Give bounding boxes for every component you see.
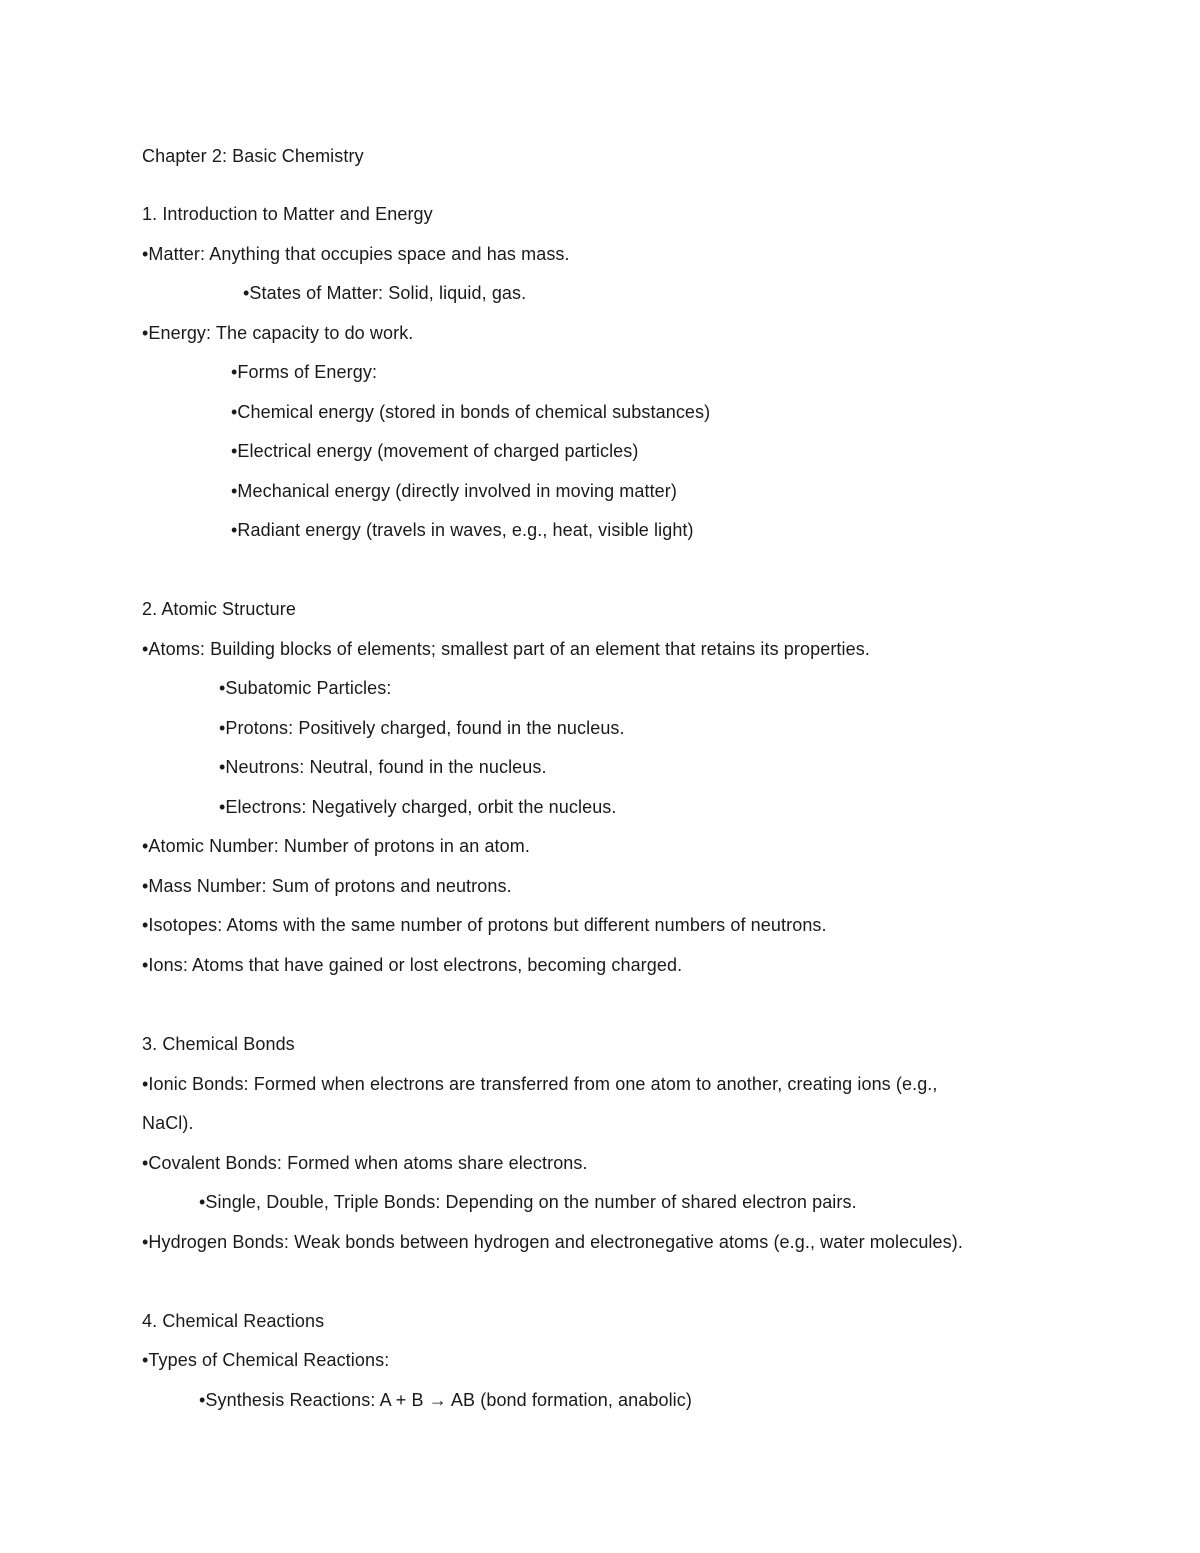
bullet-single-double-triple-bonds: •Single, Double, Triple Bonds: Depending on the number of shared electron pairs.	[199, 1192, 857, 1212]
bullet-matter: •Matter: Anything that occupies space and has mass.	[142, 244, 570, 264]
bullet-neutrons: •Neutrons: Neutral, found in the nucleus.	[219, 757, 547, 777]
bullet-energy: •Energy: The capacity to do work.	[142, 323, 414, 343]
bullet-mass-number: •Mass Number: Sum of protons and neutrons.	[142, 876, 512, 896]
bullet-types-of-reactions: •Types of Chemical Reactions:	[142, 1350, 390, 1370]
bullet-ions: •Ions: Atoms that have gained or lost electrons, becoming charged.	[142, 955, 683, 975]
bullet-hydrogen-bonds: •Hydrogen Bonds: Weak bonds between hydrogen and electronegative atoms (e.g., water molecules).	[142, 1232, 963, 1252]
bullet-atomic-number: •Atomic Number: Number of protons in an atom.	[142, 836, 530, 856]
bullet-forms-of-energy: •Forms of Energy:	[231, 362, 378, 382]
section-2-heading: 2. Atomic Structure	[142, 599, 296, 619]
bullet-isotopes: •Isotopes: Atoms with the same number of protons but different numbers of neutrons.	[142, 915, 827, 935]
bullet-mechanical-energy: •Mechanical energy (directly involved in moving matter)	[231, 481, 677, 501]
bullet-covalent-bonds: •Covalent Bonds: Formed when atoms share electrons.	[142, 1153, 588, 1173]
bullet-ionic-bonds: •Ionic Bonds: Formed when electrons are transferred from one atom to another, creating ions (e.g.,	[142, 1074, 938, 1094]
bullet-electrons: •Electrons: Negatively charged, orbit the nucleus.	[219, 797, 617, 817]
bullet-atoms: •Atoms: Building blocks of elements; smallest part of an element that retains its properties.	[142, 639, 870, 659]
section-4-heading: 4. Chemical Reactions	[142, 1311, 325, 1331]
bullet-radiant-energy: •Radiant energy (travels in waves, e.g., heat, visible light)	[231, 520, 694, 540]
bullet-states-of-matter: •States of Matter: Solid, liquid, gas.	[243, 283, 527, 303]
section-3-heading: 3. Chemical Bonds	[142, 1034, 295, 1054]
bullet-electrical-energy: •Electrical energy (movement of charged particles)	[231, 441, 639, 461]
bullet-chemical-energy: •Chemical energy (stored in bonds of chemical substances)	[231, 402, 711, 422]
bullet-subatomic-particles: •Subatomic Particles:	[219, 678, 392, 698]
section-1-heading: 1. Introduction to Matter and Energy	[142, 204, 433, 224]
bullet-ionic-bonds-continued: NaCl).	[142, 1113, 194, 1133]
document-title: Chapter 2: Basic Chemistry	[142, 146, 364, 166]
bullet-synthesis-reactions: •Synthesis Reactions: A + B → AB (bond formation, anabolic)	[199, 1390, 692, 1410]
bullet-protons: •Protons: Positively charged, found in the nucleus.	[219, 718, 625, 738]
